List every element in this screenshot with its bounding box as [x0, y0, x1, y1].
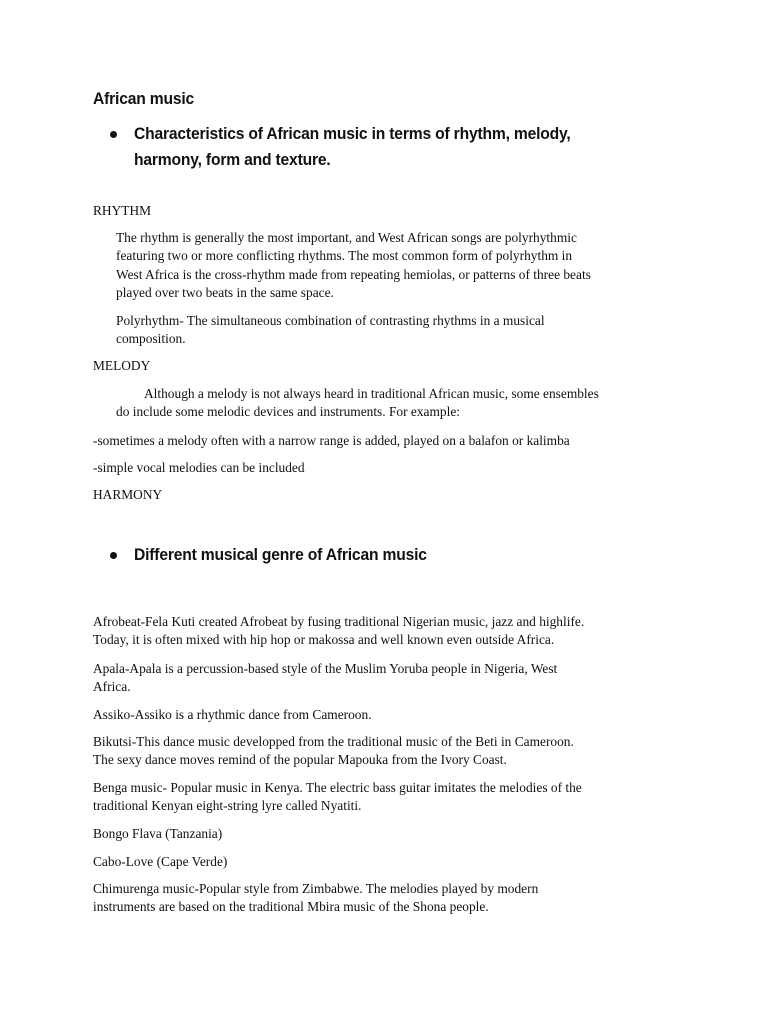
text-line: Afrobeat-Fela Kuti created Afrobeat by fusing traditional Nigerian music, jazz and highlife.	[93, 614, 585, 629]
text-line: do include some melodic devices and instruments. For example:	[116, 404, 460, 419]
text-line: featuring two or more conflicting rhythms. The most common form of polyrhythm in	[116, 248, 573, 263]
text-line: Today, it is often mixed with hip hop or makossa and well known even outside Africa.	[93, 632, 555, 647]
page-title: African music	[93, 89, 195, 108]
text-line: played over two beats in the same space.	[116, 285, 334, 300]
section-heading-rhythm: RHYTHM	[93, 203, 152, 218]
text-line: The rhythm is generally the most important, and West African songs are polyrhythmic	[116, 230, 577, 245]
melody-item-1: -sometimes a melody often with a narrow range is added, played on a balafon or kalimba	[93, 433, 570, 448]
bullet-text: Different musical genre of African music	[134, 545, 427, 564]
text-line: West Africa is the cross-rhythm made from repeating hemiolas, or patterns of three beats	[116, 267, 591, 282]
text-line: traditional Kenyan eight-string lyre called Nyatiti.	[93, 798, 362, 813]
bullet-line-1: Characteristics of African music in terms of rhythm, melody,	[134, 124, 571, 143]
text-line: Benga music- Popular music in Kenya. The electric bass guitar imitates the melodies of the	[93, 780, 582, 795]
text-line: Assiko-Assiko is a rhythmic dance from Cameroon.	[93, 707, 372, 722]
bullet-icon	[110, 131, 117, 138]
section-heading-melody: MELODY	[93, 358, 151, 373]
text-line: Bikutsi-This dance music developped from the traditional music of the Beti in Cameroon.	[93, 734, 574, 749]
text-line: Apala-Apala is a percussion-based style of the Muslim Yoruba people in Nigeria, West	[93, 661, 558, 676]
text-line: The sexy dance moves remind of the popular Mapouka from the Ivory Coast.	[93, 752, 507, 767]
text-line: composition.	[116, 331, 186, 346]
section-heading-harmony: HARMONY	[93, 487, 163, 502]
text-line: Bongo Flava (Tanzania)	[93, 826, 223, 841]
bullet-line-2: harmony, form and texture.	[134, 150, 331, 169]
text-line: Cabo-Love (Cape Verde)	[93, 854, 228, 869]
melody-item-2: -simple vocal melodies can be included	[93, 460, 305, 475]
bullet-icon	[110, 552, 117, 559]
text-line: Polyrhythm- The simultaneous combination of contrasting rhythms in a musical	[116, 313, 545, 328]
text-line: instruments are based on the traditional Mbira music of the Shona people.	[93, 899, 489, 914]
text-line: Although a melody is not always heard in traditional African music, some ensembles	[144, 386, 599, 401]
text-line: Chimurenga music-Popular style from Zimbabwe. The melodies played by modern	[93, 881, 539, 896]
text-line: Africa.	[93, 679, 131, 694]
